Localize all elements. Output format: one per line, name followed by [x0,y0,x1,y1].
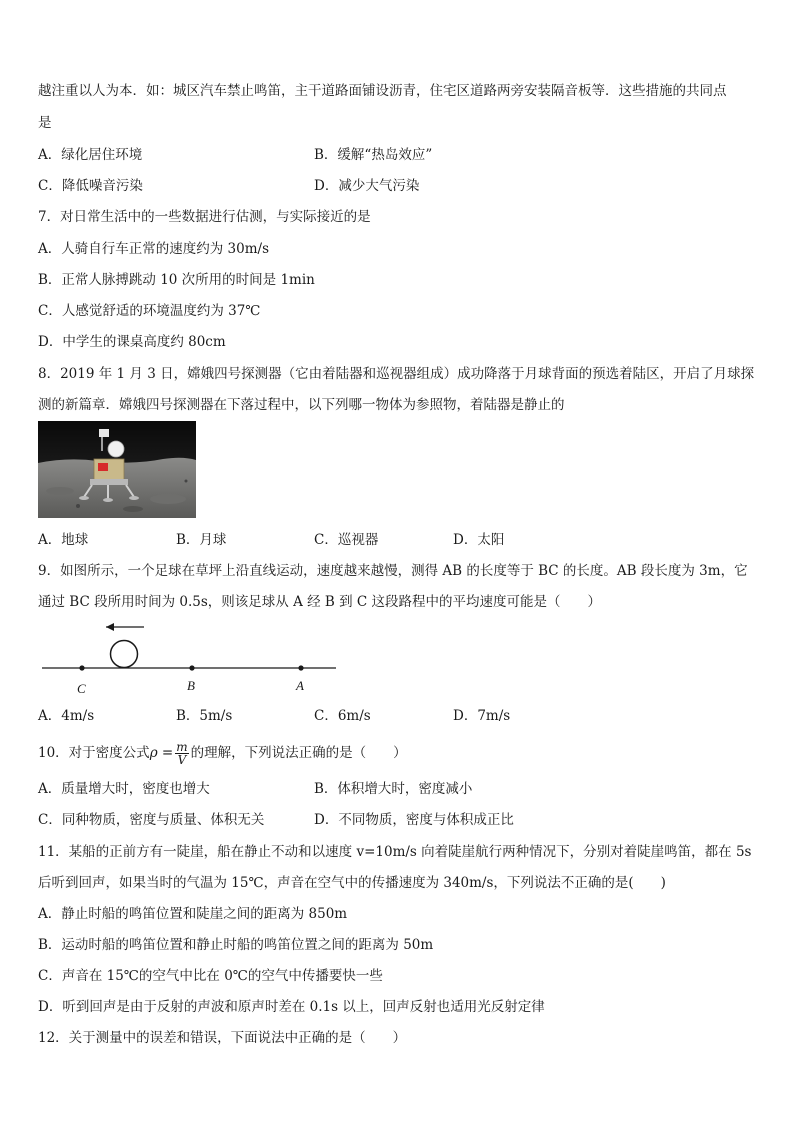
q11-option-c: C．声音在 15℃的空气中比在 0℃的空气中传播要快一些 [38,968,383,984]
q11-option-a: A．静止时船的鸣笛位置和陡崖之间的距离为 850m [38,906,348,922]
q9-option-d: D．7m/s [453,708,511,724]
q6-stem-line1: 越注重以人为本．如：城区汽车禁止鸣笛，主干道路面铺设沥青，住宅区道路两旁安装隔音板等．这些措施的共同点 [38,83,727,99]
q6-option-a: A．绿化居住环境 [38,147,143,163]
q11-stem-line2: 后听到回声，如果当时的气温为 15℃，声音在空气中的传播速度为 340m/s，下列说法不正确的是( ) [38,875,666,891]
q7-option-d: D．中学生的课桌高度约 80cm [38,334,226,350]
label-b: B [187,678,195,693]
q12-stem: 12．关于测量中的误差和错误，下面说法中正确的是（ ） [38,1030,407,1046]
q10-option-d: D．不同物质，密度与体积成正比 [314,812,514,828]
football-icon [111,641,138,668]
q9-option-c: C．6m/s [314,708,371,724]
q6-stem-line2: 是 [38,115,52,131]
q6-option-c: C．降低噪音污染 [38,178,143,194]
q10-stem-before: 10．对于密度公式 [38,745,150,761]
q8-stem-line1: 8．2019 年 1 月 3 日，嫦娥四号探测器（它由着陆器和巡视器组成）成功降落于月球背面的预选着陆区，开启了月球探 [38,366,755,382]
left-arrow-icon [106,623,144,631]
q8-option-d: D．太阳 [453,532,505,548]
q10-option-a: A．质量增大时，密度也增大 [38,781,210,797]
q10-option-c: C．同种物质，密度与质量、体积无关 [38,812,265,828]
point-a [298,665,303,670]
q6-option-b: B．缓解“热岛效应” [314,147,433,163]
q9-option-a: A．4m/s [38,708,95,724]
formula-denominator: V [177,753,187,767]
lunar-lander-photo [38,421,196,518]
q7-option-b: B．正常人脉搏跳动 10 次所用的时间是 1min [38,272,315,288]
q8-option-c: C．巡视器 [314,532,379,548]
q10-option-b: B．体积增大时，密度减小 [314,781,473,797]
q7-option-a: A．人骑自行车正常的速度约为 30m/s [38,241,269,257]
q9-stem-line1: 9．如图所示，一个足球在草坪上沿直线运动，速度越来越慢，测得 AB 的长度等于 BC 的长度。AB 段长度为 3m，它 [38,563,748,579]
point-c [79,665,84,670]
q10-stem [38,740,407,766]
q6-option-d: D．减少大气污染 [314,178,420,194]
q9-stem-line2: 通过 BC 段所用时间为 0.5s，则该足球从 A 经 B 到 C 这段路程中的平均速度可能是（ ） [38,594,602,610]
label-a: A [296,678,304,693]
q8-option-a: A．地球 [38,532,89,548]
density-formula-fraction [175,741,188,766]
q11-stem-line1: 11．某船的正前方有一陡崖，船在静止不动和以速度 v=10m/s 向着陡崖航行两种情况下，分别对着陡崖鸣笛，都在 5s [38,844,752,860]
q11-option-b: B．运动时船的鸣笛位置和静止时船的鸣笛位置之间的距离为 50m [38,937,434,953]
point-b [189,665,194,670]
q7-stem: 7．对日常生活中的一些数据进行估测，与实际接近的是 [38,209,371,225]
q11-option-d: D．听到回声是由于反射的声波和原声时差在 0.1s 以上，回声反射也适用光反射定律 [38,999,545,1015]
football-diagram [40,620,340,698]
formula-numerator: m [176,740,188,754]
density-formula-lhs: ρ = [149,745,174,761]
label-c: C [77,681,86,696]
q10-stem-after: 的理解，下列说法正确的是（ ） [190,745,407,761]
q8-stem-line2: 测的新篇章．嫦娥四号探测器在下落过程中，以下列哪一物体为参照物，着陆器是静止的 [38,397,565,413]
q9-option-b: B．5m/s [176,708,233,724]
q8-option-b: B．月球 [176,532,227,548]
q7-option-c: C．人感觉舒适的环境温度约为 37℃ [38,303,261,319]
